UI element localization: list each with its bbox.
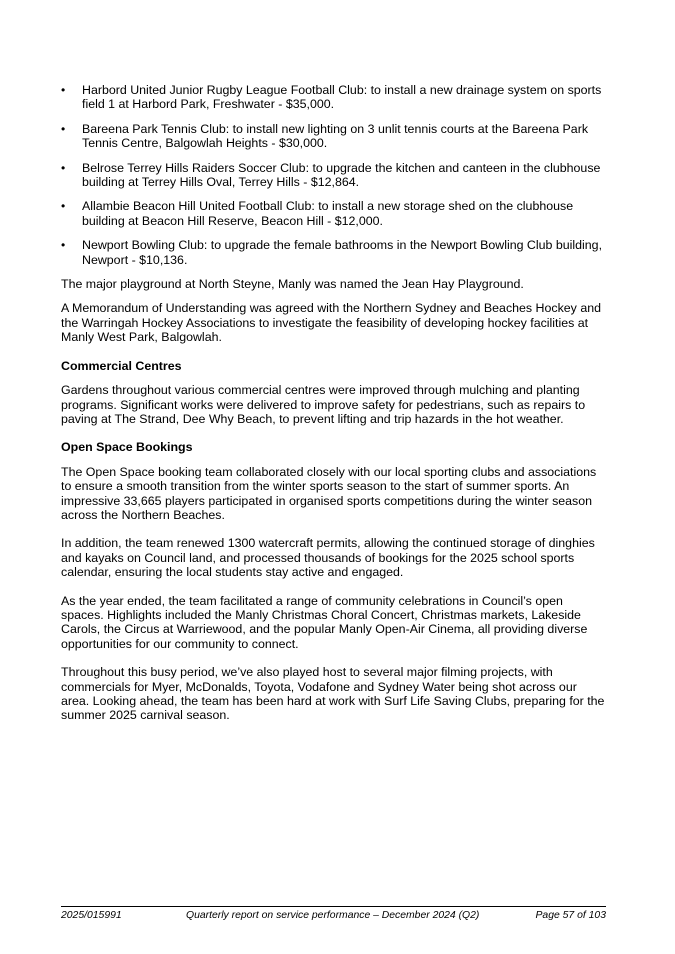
list-item-text: Bareena Park Tennis Club: to install new lighting on 3 unlit tennis courts at the Bareena Park Tennis Centre, Balgowlah Heights - $30,000. — [82, 121, 589, 151]
commercial-centres-paragraph: Gardens throughout various commercial centres were improved through mulching and planting programs. Significant works were delivered to improve safety for pedestrians, such as repairs to paving at The Strand, Dee Why Beach, to prevent lifting and trip hazards in the hot weather. — [61, 383, 586, 426]
bookings-paragraph: Throughout this busy period, we’ve also played host to several major filming projects, with commercials for Myer, McDonalds, Toyota, Vodafone and Sydney Water being shot across our area. Looking ahead, the team has been hard at work with Surf Life Saving Clubs, preparing for the summer 2025 carnival season. — [61, 665, 605, 723]
playground-paragraph: The major playground at North Steyne, Manly was named the Jean Hay Playground. — [61, 277, 524, 292]
grant-list — [61, 83, 606, 267]
list-item-text: Belrose Terrey Hills Raiders Soccer Club: to upgrade the kitchen and canteen in the clubhouse building at Terrey Hills Oval, Terrey Hills - $12,864. — [82, 160, 601, 190]
list-item — [61, 199, 606, 228]
page-content — [61, 83, 606, 737]
bullet-icon: • — [61, 83, 66, 97]
list-item — [61, 122, 606, 151]
list-item-text: Allambie Beacon Hill United Football Club: to install a new storage shed on the clubhouse building at Beacon Hill Reserve, Beacon Hill - $12,000. — [82, 199, 574, 228]
footer-doc-number: 2025/015991 — [61, 910, 122, 921]
list-item — [61, 161, 606, 190]
bookings-paragraph: The Open Space booking team collaborated closely with our local sporting clubs and associations to ensure a smooth transition from the winter sports season to the start of summer sports. An impressive 33,665 players participated in organised sports competitions during the winter season across the Northern Beaches. — [61, 464, 597, 522]
page-footer — [61, 906, 606, 922]
commercial-centres-heading: Commercial Centres — [61, 358, 182, 373]
footer-page-number: Page 57 of 103 — [535, 910, 606, 921]
bookings-paragraph: In addition, the team renewed 1300 watercraft permits, allowing the continued storage of dinghies and kayaks on Council land, and processed thousands of bookings for the 2025 school sports calendar, ensuring the local students stay active and engaged. — [61, 536, 595, 580]
bullet-icon: • — [61, 121, 66, 136]
list-item — [61, 238, 606, 267]
hockey-paragraph: A Memorandum of Understanding was agreed with the Northern Sydney and Beaches Hockey and the Warringah Hockey Associations to investigate the feasibility of developing hockey facilities at Manly West Park, Balgowlah. — [61, 301, 601, 345]
bullet-icon: • — [61, 160, 66, 175]
bookings-paragraph: As the year ended, the team facilitated a range of community celebrations in Council’s open spaces. Highlights included the Manly Christmas Choral Concert, Christmas markets, Lakeside Carols, the Circus at Warriewood, and the popular Manly Open-Air Cinema, all providing diverse opportunities for our community to connect. — [61, 593, 588, 651]
bullet-icon: • — [61, 238, 66, 253]
list-item — [61, 83, 606, 112]
bullet-icon: • — [61, 199, 66, 214]
open-space-bookings-heading: Open Space Bookings — [61, 440, 193, 455]
footer-title: Quarterly report on service performance – December 2024 (Q2) — [186, 910, 480, 921]
list-item-text: Harbord United Junior Rugby League Football Club: to install a new drainage system on sports field 1 at Harbord Park, Freshwater - $35,000. — [82, 83, 602, 112]
list-item-text: Newport Bowling Club: to upgrade the female bathrooms in the Newport Bowling Club building, Newport - $10,136. — [82, 238, 603, 267]
